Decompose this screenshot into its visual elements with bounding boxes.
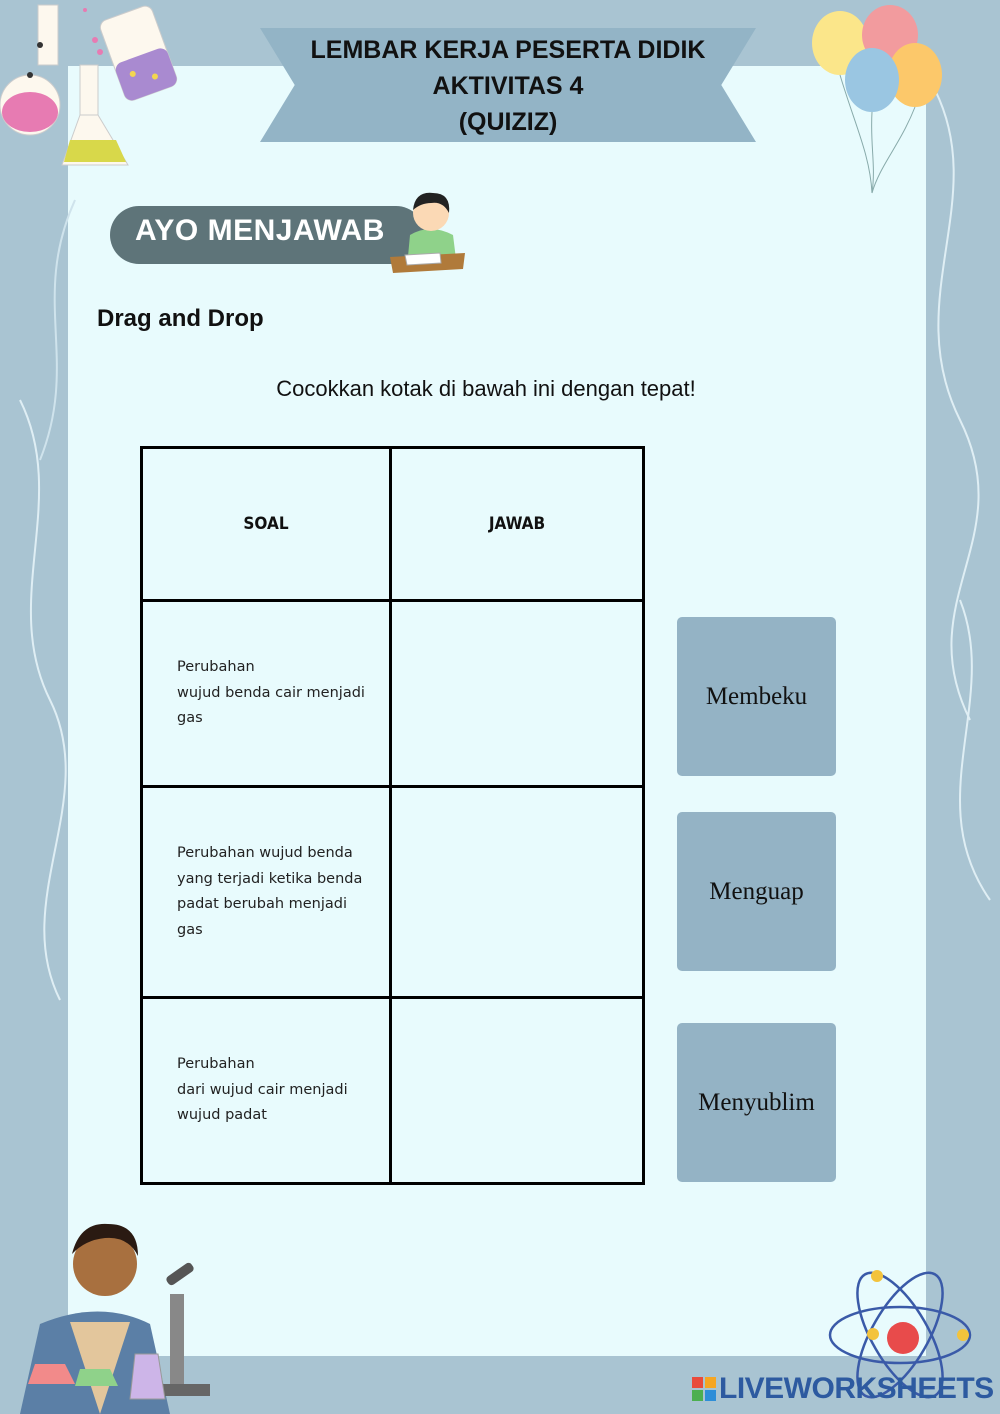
balloons-illustration (810, 5, 950, 205)
header-title (260, 32, 756, 140)
header-line-1: LEMBAR KERJA PESERTA DIDIK (310, 36, 706, 64)
liveworksheets-logo (692, 1372, 994, 1406)
question-text: Perubahan wujud benda yang terjadi ketika benda padat berubah menjadi gas (177, 845, 363, 938)
table-row (142, 787, 644, 998)
answer-drop-zone-1[interactable] (391, 601, 644, 787)
table-header-row (142, 448, 644, 601)
section-pill-label: AYO MENJAWAB (135, 214, 385, 247)
draggable-answer-menyublim[interactable]: Menyublim (677, 1023, 836, 1182)
question-text: Perubahan dari wujud cair menjadi wujud padat (177, 1056, 348, 1124)
lab-flasks-illustration (0, 0, 200, 180)
student-writing-illustration (385, 185, 475, 280)
draggable-answer-menguap[interactable]: Menguap (677, 812, 836, 971)
instruction-text: Cocokkan kotak di bawah ini dengan tepat! (276, 376, 696, 401)
question-cell (142, 998, 391, 1184)
question-cell (142, 787, 391, 998)
answer-drop-zone-2[interactable] (391, 787, 644, 998)
table-row (142, 998, 644, 1184)
liveworksheets-logo-icon (692, 1377, 716, 1401)
question-text: Perubahan wujud benda cair menjadi gas (177, 659, 365, 727)
scientist-illustration (0, 1214, 230, 1414)
answer-drop-zone-3[interactable] (391, 998, 644, 1184)
table-row (142, 601, 644, 787)
column-header-soal: SOAL (142, 448, 391, 601)
header-line-3: (QUIZIZ) (458, 108, 558, 136)
draggable-answer-membeku[interactable]: Membeku (677, 617, 836, 776)
header-line-2: AKTIVITAS 4 (432, 72, 584, 100)
section-title: Drag and Drop (97, 305, 264, 332)
liveworksheets-logo-text: LIVEWORKSHEETS (719, 1372, 994, 1405)
quiz-table (140, 446, 645, 1185)
question-cell (142, 601, 391, 787)
column-header-jawab: JAWAB (391, 448, 644, 601)
